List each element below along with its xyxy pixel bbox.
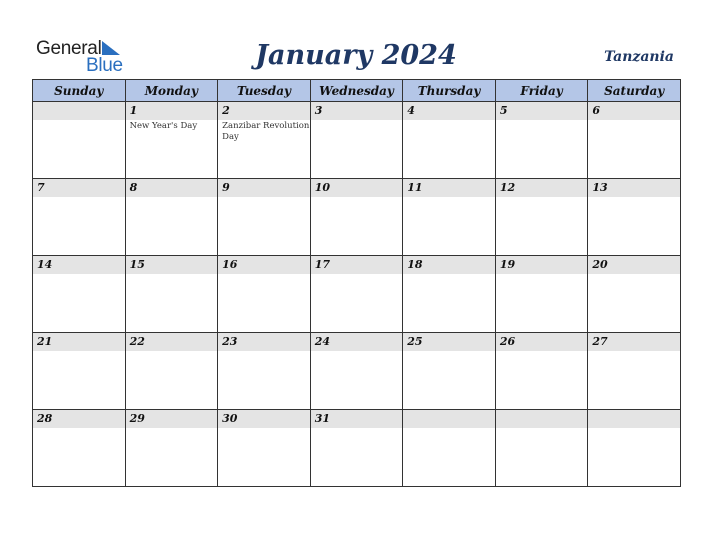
- day-cell[interactable]: [218, 102, 311, 179]
- day-number: 19: [496, 256, 588, 274]
- weekday-saturday: Saturday: [588, 80, 681, 102]
- day-number: 9: [218, 179, 310, 197]
- weekday-tuesday: Tuesday: [218, 80, 311, 102]
- day-cell[interactable]: [218, 179, 311, 256]
- day-cell[interactable]: [33, 410, 126, 487]
- day-cell[interactable]: [218, 333, 311, 410]
- day-cell[interactable]: [403, 333, 496, 410]
- day-cell[interactable]: [310, 179, 403, 256]
- day-number: 12: [496, 179, 588, 197]
- day-cell[interactable]: [33, 333, 126, 410]
- day-number: 3: [311, 102, 403, 120]
- day-number: 5: [496, 102, 588, 120]
- day-number: 6: [588, 102, 680, 120]
- day-number: 24: [311, 333, 403, 351]
- weekday-sunday: Sunday: [33, 80, 126, 102]
- day-number: 17: [311, 256, 403, 274]
- day-number: 31: [311, 410, 403, 428]
- day-number: 26: [496, 333, 588, 351]
- day-number: 1: [126, 102, 218, 120]
- logo-word-blue: Blue: [86, 55, 123, 76]
- day-number: [496, 410, 588, 428]
- day-cell[interactable]: [403, 410, 496, 487]
- day-cell[interactable]: [588, 102, 681, 179]
- day-number: 18: [403, 256, 495, 274]
- day-number: 21: [33, 333, 125, 351]
- day-cell[interactable]: [403, 179, 496, 256]
- calendar-title: January 2024: [255, 40, 457, 71]
- day-cell[interactable]: [403, 256, 496, 333]
- day-cell[interactable]: [310, 333, 403, 410]
- day-cell[interactable]: [33, 102, 126, 179]
- weekday-friday: Friday: [495, 80, 588, 102]
- holiday-label: Zanzibar Revolution Day: [222, 121, 310, 142]
- day-number: 22: [126, 333, 218, 351]
- day-number: 23: [218, 333, 310, 351]
- day-number: 7: [33, 179, 125, 197]
- day-cell[interactable]: [588, 179, 681, 256]
- week-row: [33, 256, 681, 333]
- weekday-wednesday: Wednesday: [310, 80, 403, 102]
- weekday-monday: Monday: [125, 80, 218, 102]
- day-number: 2: [218, 102, 310, 120]
- day-cell[interactable]: [310, 102, 403, 179]
- month-calendar: [32, 79, 681, 487]
- day-number: 11: [403, 179, 495, 197]
- day-cell[interactable]: [125, 256, 218, 333]
- weekday-thursday: Thursday: [403, 80, 496, 102]
- day-number: 27: [588, 333, 680, 351]
- day-number: 30: [218, 410, 310, 428]
- day-number: 16: [218, 256, 310, 274]
- day-cell[interactable]: [125, 102, 218, 179]
- week-row: [33, 102, 681, 179]
- day-cell[interactable]: [403, 102, 496, 179]
- day-number: 29: [126, 410, 218, 428]
- day-cell[interactable]: [495, 410, 588, 487]
- day-cell[interactable]: [310, 410, 403, 487]
- day-cell[interactable]: [33, 256, 126, 333]
- day-cell[interactable]: [310, 256, 403, 333]
- week-row: [33, 333, 681, 410]
- day-number: 10: [311, 179, 403, 197]
- day-number: [403, 410, 495, 428]
- day-number: 20: [588, 256, 680, 274]
- day-cell[interactable]: [588, 333, 681, 410]
- day-cell[interactable]: [495, 102, 588, 179]
- day-number: 14: [33, 256, 125, 274]
- day-cell[interactable]: [495, 256, 588, 333]
- day-number: 13: [588, 179, 680, 197]
- day-number: [33, 102, 125, 120]
- day-number: 25: [403, 333, 495, 351]
- day-cell[interactable]: [495, 179, 588, 256]
- day-number: [588, 410, 680, 428]
- logo-word-general: General: [36, 38, 102, 59]
- day-cell[interactable]: [588, 410, 681, 487]
- day-number: 8: [126, 179, 218, 197]
- week-row: [33, 179, 681, 256]
- day-cell[interactable]: [125, 410, 218, 487]
- weekday-header-row: [33, 80, 681, 102]
- day-cell[interactable]: [218, 256, 311, 333]
- day-cell[interactable]: [33, 179, 126, 256]
- country-label: Tanzania: [604, 49, 674, 65]
- day-number: 15: [126, 256, 218, 274]
- day-cell[interactable]: [218, 410, 311, 487]
- holiday-label: New Year's Day: [129, 121, 198, 131]
- day-cell[interactable]: [125, 179, 218, 256]
- day-cell[interactable]: [125, 333, 218, 410]
- day-cell[interactable]: [588, 256, 681, 333]
- week-row: [33, 410, 681, 487]
- day-cell[interactable]: [495, 333, 588, 410]
- day-number: 4: [403, 102, 495, 120]
- day-number: 28: [33, 410, 125, 428]
